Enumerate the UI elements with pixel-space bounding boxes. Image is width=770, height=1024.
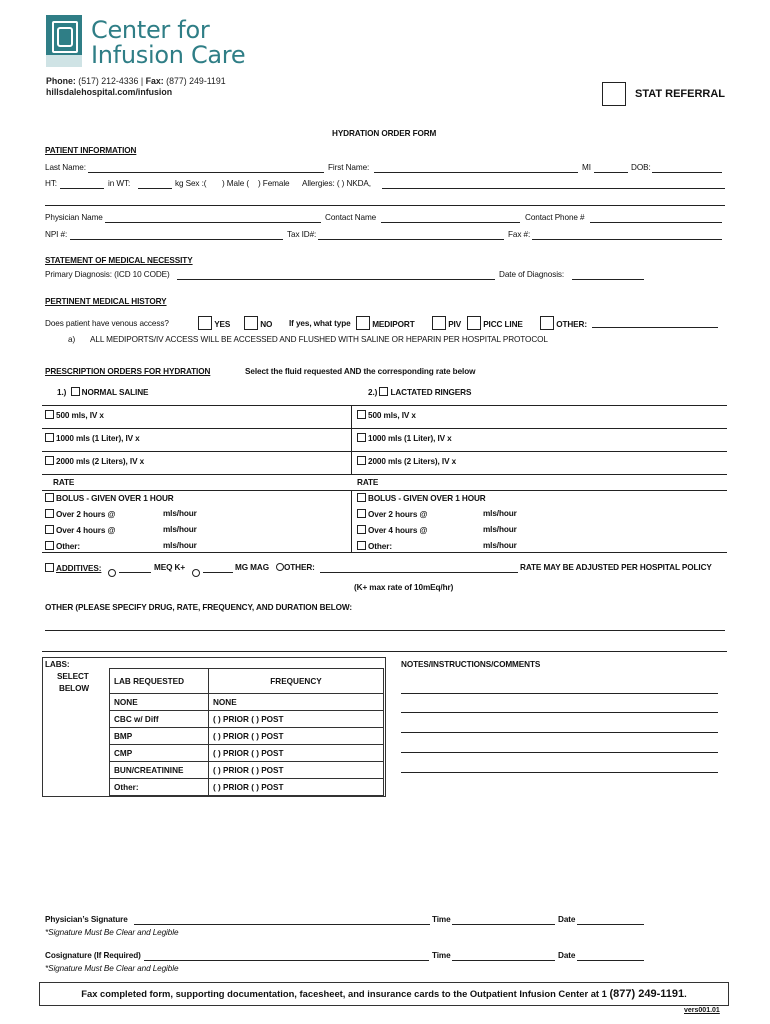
meq-field[interactable] [119,572,151,573]
lr-rate-2h-unit: mls/hour [483,509,517,518]
primary-diagnosis-field[interactable] [177,279,495,280]
first-name-field[interactable] [374,172,578,173]
physician-name-field[interactable] [105,222,321,223]
checkbox-icon[interactable] [357,456,366,465]
checkbox-icon[interactable] [45,525,54,534]
notes-line[interactable] [401,772,718,773]
last-name-label: Last Name: [45,163,86,172]
checkbox-icon[interactable] [379,387,388,396]
mi-field[interactable] [594,172,628,173]
lab-frequency[interactable]: ( ) PRIOR ( ) POST [209,779,384,796]
ns-rate-bolus[interactable]: BOLUS - GIVEN OVER 1 HOUR [45,493,174,503]
other-drug-field[interactable] [45,630,725,631]
contact-phone-field[interactable] [590,222,722,223]
additives-label[interactable]: ADDITIVES: [45,563,101,573]
mg-label: MG MAG [235,563,269,572]
website: hillsdalehospital.com/infusion [46,87,173,97]
lab-name: Other: [110,779,209,796]
physician-signature-field[interactable] [134,924,430,925]
radio-icon[interactable] [276,563,284,571]
lr-volume-2000[interactable]: 2000 mls (2 Liters), IV x [357,456,456,466]
ht-field[interactable] [60,188,104,189]
ns-rate-other-unit: mls/hour [163,541,197,550]
checkbox-icon[interactable] [45,493,54,502]
checkbox-icon[interactable] [71,387,80,396]
notes-line[interactable] [401,712,718,713]
checkbox-icon[interactable] [45,410,54,419]
checkbox-icon[interactable] [45,541,54,550]
fax-label: Fax #: [508,230,531,239]
npi-label: NPI #: [45,230,68,239]
ns-rate-4h-unit: mls/hour [163,525,197,534]
rate-adjust-note: RATE MAY BE ADJUSTED PER HOSPITAL POLICY [520,563,712,572]
last-name-field[interactable] [88,172,324,173]
ns-rate-heading: RATE [53,478,75,487]
allergies-field[interactable] [382,188,725,189]
tax-id-field[interactable] [318,239,504,240]
lr-rate-4h[interactable]: Over 4 hours @ [357,525,427,535]
contact-name-field[interactable] [381,222,520,223]
checkbox-icon[interactable] [540,316,554,330]
signature-note: *Signature Must Be Clear and Legible [45,928,179,937]
frequency-header: FREQUENCY [209,669,384,694]
other-drug-label: OTHER (PLEASE SPECIFY DRUG, RATE, FREQUENCY, AND DURATION BELOW: [45,603,353,612]
lab-row[interactable] [110,762,384,779]
dob-field[interactable] [652,172,722,173]
radio-icon[interactable] [192,569,200,577]
checkbox-icon[interactable] [45,456,54,465]
divider [42,552,727,553]
physician-name-label: Physician Name [45,213,103,222]
version-label: vers001.01 [684,1007,720,1014]
venous-access-question: Does patient have venous access? [45,319,169,328]
physician-date-field[interactable] [577,924,644,925]
checkbox-icon[interactable] [244,316,258,330]
logo-line1: Center for [91,16,210,44]
fax-instruction: Fax completed form, supporting documentation, facesheet, and insurance cards to the Outpatient Infusion Center at 1 (877) 249-1191. [81,988,687,1000]
allergies-label: Allergies: ( ) NKDA, [302,179,371,188]
contact-name-label: Contact Name [325,213,377,222]
meq-radio[interactable] [108,563,116,581]
prescription-heading: PRESCRIPTION ORDERS FOR HYDRATION [45,367,211,376]
phone-line: Phone: (517) 212-4336 | Fax: (877) 249-1191 [46,76,226,86]
physician-date-label: Date [558,915,576,924]
ns-volume-500[interactable]: 500 mls, IV x [45,410,104,420]
lab-requested-header: LAB REQUESTED [110,669,209,694]
note-a-marker: a) [68,335,76,344]
cosignature-label: Cosignature (If Required) [45,951,141,960]
primary-diagnosis-label: Primary Diagnosis: (ICD 10 CODE) [45,270,170,279]
checkbox-icon[interactable] [356,316,370,330]
piv-option[interactable]: PIV [432,316,461,330]
dob-label: DOB: [631,163,651,172]
notes-line[interactable] [401,732,718,733]
sex-label: kg Sex :( [175,179,207,188]
ns-volume-1000[interactable]: 1000 mls (1 Liter), IV x [45,433,140,443]
venous-no-option[interactable]: NO [244,316,272,330]
labs-select-label: SELECT [57,672,89,681]
cosignature-time-label: Time [432,951,451,960]
physician-signature-label: Physician’s Signature [45,915,128,924]
sex-male-option[interactable]: ) Male ( [222,179,249,188]
lab-name: CMP [110,745,209,762]
checkbox-icon[interactable] [357,493,366,502]
divider [42,428,727,429]
form-title: HYDRATION ORDER FORM [332,129,437,138]
labs-heading: LABS: [45,660,70,669]
checkbox-icon[interactable] [357,433,366,442]
lab-frequency[interactable]: ( ) PRIOR ( ) POST [209,762,384,779]
lab-frequency[interactable]: NONE [209,694,384,711]
lab-frequency[interactable]: ( ) PRIOR ( ) POST [209,728,384,745]
lr-volume-1000[interactable]: 1000 mls (1 Liter), IV x [357,433,452,443]
logo-icon [46,15,82,67]
lr-rate-bolus[interactable]: BOLUS - GIVEN OVER 1 HOUR [357,493,486,503]
date-of-diagnosis-label: Date of Diagnosis: [499,270,565,279]
mediport-option[interactable]: MEDIPORT [356,316,415,330]
ns-rate-other[interactable]: Other: [45,541,80,551]
divider [42,651,727,652]
lab-row[interactable] [110,779,384,796]
physician-time-field[interactable] [452,924,555,925]
lab-row[interactable] [110,728,384,745]
cosignature-time-field[interactable] [452,960,555,961]
lab-frequency[interactable]: ( ) PRIOR ( ) POST [209,711,384,728]
allergies-field-line2[interactable] [45,205,725,206]
lab-row[interactable] [110,711,384,728]
fax-field[interactable] [532,239,722,240]
patient-info-heading: PATIENT INFORMATION [45,146,137,155]
mg-radio[interactable] [192,563,200,581]
cosignature-date-field[interactable] [577,960,644,961]
picc-line-option[interactable]: PICC LINE [467,316,523,330]
ht-label: HT: [45,179,57,188]
additive-other-option[interactable]: OTHER: [276,563,315,572]
lab-row[interactable] [110,745,384,762]
divider [42,490,727,491]
meq-label: MEQ K+ [154,563,186,572]
sex-female-option[interactable]: ) Female [258,179,290,188]
lab-name: CBC w/ Diff [110,711,209,728]
labs-below-label: BELOW [59,684,89,693]
column-divider [351,490,352,552]
if-yes-label: If yes, what type [289,319,351,328]
mi-label: MI [582,163,591,172]
checkbox-icon[interactable] [467,316,481,330]
checkbox-icon[interactable] [357,541,366,550]
checkbox-icon[interactable] [45,433,54,442]
lab-row[interactable] [110,694,384,711]
contact-phone-label: Contact Phone # [525,213,585,222]
other-access-option[interactable]: OTHER: [540,316,587,330]
normal-saline-option[interactable]: 1.) NORMAL SALINE [57,388,149,397]
logo-line2: Infusion Care [91,41,246,69]
column-divider [351,406,352,474]
checkbox-icon[interactable] [357,509,366,518]
stat-referral-checkbox[interactable] [602,82,626,106]
other-access-field[interactable] [592,327,718,328]
lr-rate-2h[interactable]: Over 2 hours @ [357,509,427,519]
lr-rate-other[interactable]: Other: [357,541,392,551]
ns-rate-4h[interactable]: Over 4 hours @ [45,525,115,535]
lactated-ringers-option[interactable]: 2.) LACTATED RINGERS [368,388,472,397]
npi-field[interactable] [70,239,283,240]
tax-id-label: Tax ID#: [287,230,317,239]
lab-frequency[interactable]: ( ) PRIOR ( ) POST [209,745,384,762]
divider [42,405,727,406]
medical-necessity-heading: STATEMENT OF MEDICAL NECESSITY [45,256,193,265]
lab-name: NONE [110,694,209,711]
cosignature-note: *Signature Must Be Clear and Legible [45,964,179,973]
checkbox-icon[interactable] [357,410,366,419]
ns-rate-2h[interactable]: Over 2 hours @ [45,509,115,519]
lr-rate-other-unit: mls/hour [483,541,517,550]
checkbox-icon[interactable] [432,316,446,330]
lab-name: BMP [110,728,209,745]
radio-icon[interactable] [108,569,116,577]
prescription-instruction: Select the fluid requested AND the corresponding rate below [245,367,476,376]
flush-protocol-note: ALL MEDIPORTS/IV ACCESS WILL BE ACCESSED AND FLUSHED WITH SALINE OR HEPARIN PER HOSPITAL PROTOCOL [90,335,548,344]
date-of-diagnosis-field[interactable] [572,279,644,280]
wt-field[interactable] [138,188,172,189]
wt-label: in WT: [108,179,131,188]
notes-line[interactable] [401,693,718,694]
medical-history-heading: PERTINENT MEDICAL HISTORY [45,297,167,306]
checkbox-icon[interactable] [45,563,54,572]
checkbox-icon[interactable] [45,509,54,518]
notes-line[interactable] [401,752,718,753]
lr-rate-4h-unit: mls/hour [483,525,517,534]
additive-other-field[interactable] [320,572,518,573]
first-name-label: First Name: [328,163,370,172]
checkbox-icon[interactable] [357,525,366,534]
lr-volume-500[interactable]: 500 mls, IV x [357,410,416,420]
checkbox-icon[interactable] [198,316,212,330]
lab-name: BUN/CREATININE [110,762,209,779]
k-max-note: (K+ max rate of 10mEq/hr) [354,583,454,592]
divider [42,474,727,475]
ns-volume-2000[interactable]: 2000 mls (2 Liters), IV x [45,456,144,466]
divider [42,451,727,452]
physician-time-label: Time [432,915,451,924]
venous-yes-option[interactable]: YES [198,316,230,330]
notes-heading: NOTES/INSTRUCTIONS/COMMENTS [401,660,541,669]
labs-table [109,668,384,796]
ns-rate-2h-unit: mls/hour [163,509,197,518]
cosignature-field[interactable] [144,960,429,961]
lr-rate-heading: RATE [357,478,379,487]
stat-referral-label: STAT REFERRAL [635,88,726,100]
mg-field[interactable] [203,572,233,573]
cosignature-date-label: Date [558,951,576,960]
